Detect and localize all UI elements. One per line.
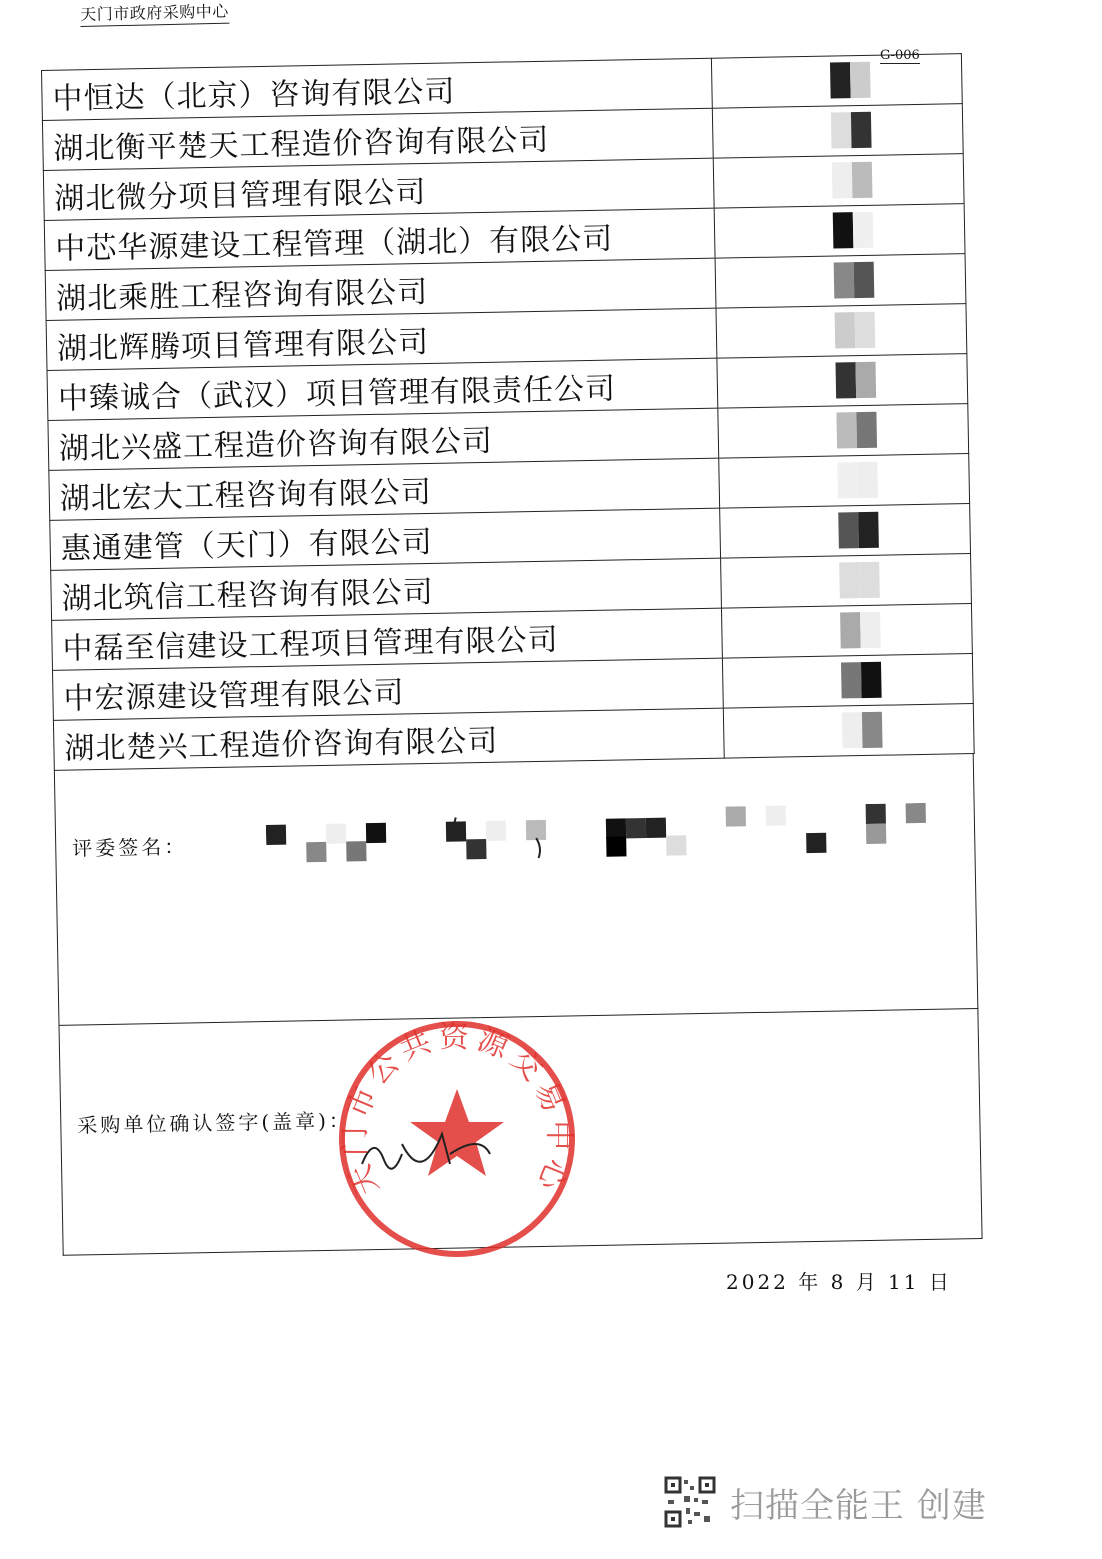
redaction-block — [851, 112, 872, 148]
redaction-block — [830, 62, 851, 98]
firm-name: 湖北楚兴工程造价咨询有限公司 — [53, 708, 724, 770]
redacted-mark-cell — [714, 204, 965, 259]
purchaser-confirm-label: 采购单位确认签字(盖章)： — [77, 1108, 353, 1138]
redacted-mark-cell — [713, 154, 964, 209]
redaction-block — [853, 212, 874, 248]
redacted-mark-cell — [719, 454, 970, 509]
redaction-block — [858, 512, 879, 548]
redacted-mark-cell — [723, 704, 974, 759]
redaction-block — [854, 262, 875, 298]
firm-name: 中恒达（北京）咨询有限公司 — [42, 58, 713, 120]
redaction-block — [835, 362, 856, 398]
watermark-text: 扫描全能王 创建 — [730, 1485, 987, 1526]
redaction-block — [862, 712, 883, 748]
redaction-block — [852, 162, 873, 198]
redaction-block — [856, 412, 877, 448]
redaction-block — [832, 162, 853, 198]
redaction-block — [835, 312, 856, 348]
redaction-block — [834, 262, 855, 298]
redaction-block — [859, 562, 880, 598]
firm-name: 湖北乘胜工程咨询有限公司 — [45, 258, 716, 320]
redacted-mark-cell — [717, 354, 968, 409]
firm-name: 湖北衡平楚天工程造价咨询有限公司 — [42, 108, 713, 170]
redaction-block — [850, 62, 871, 98]
firm-name: 中磊至信建设工程项目管理有限公司 — [52, 608, 723, 670]
redaction-block — [860, 612, 881, 648]
redacted-mark-cell — [711, 54, 962, 109]
redacted-signatures — [266, 802, 967, 879]
judges-signature-area — [54, 754, 979, 1026]
redacted-mark-cell — [715, 254, 966, 309]
seal-text: 天门市公共资源交易中心 — [337, 1019, 577, 1201]
qr-code-icon — [664, 1476, 716, 1528]
firm-name: 湖北筑信工程咨询有限公司 — [51, 558, 722, 620]
firm-name: 中宏源建设管理有限公司 — [53, 658, 724, 720]
redacted-mark-cell — [721, 604, 972, 659]
redaction-block — [831, 112, 852, 148]
firm-name: 惠通建管（天门）有限公司 — [50, 508, 721, 570]
firm-name: 湖北兴盛工程造价咨询有限公司 — [48, 408, 719, 470]
redaction-block — [838, 512, 859, 548]
firm-name: 湖北宏大工程咨询有限公司 — [49, 458, 720, 520]
redaction-block — [855, 362, 876, 398]
redaction-block — [841, 662, 862, 698]
firm-name: 湖北辉腾项目管理有限公司 — [46, 308, 717, 370]
redaction-block — [857, 462, 878, 498]
redacted-mark-cell — [712, 104, 963, 159]
redaction-block — [839, 562, 860, 598]
official-seal — [332, 1014, 582, 1268]
redaction-block — [855, 312, 876, 348]
document-date: 2022 年 8 月 11 日 — [726, 1270, 952, 1294]
redaction-block — [842, 712, 863, 748]
scanner-watermark — [664, 1476, 987, 1528]
redaction-block — [861, 662, 882, 698]
redacted-mark-cell — [720, 504, 971, 559]
redacted-mark-cell — [716, 304, 967, 359]
firm-table — [41, 53, 975, 771]
firm-name: 中臻诚合（武汉）项目管理有限责任公司 — [47, 358, 718, 420]
redacted-mark-cell — [722, 654, 973, 709]
redaction-block — [840, 612, 861, 648]
redacted-mark-cell — [721, 554, 972, 609]
firm-name: 湖北微分项目管理有限公司 — [43, 158, 714, 220]
seal-icon — [332, 1014, 582, 1264]
redaction-block — [833, 212, 854, 248]
judges-signature-label: 评委签名： — [72, 834, 188, 861]
redaction-block — [837, 462, 858, 498]
header-org-name: 天门市政府采购中心 — [80, 0, 229, 27]
redacted-mark-cell — [718, 404, 969, 459]
form-code: G-006 — [880, 48, 920, 63]
firm-name: 中芯华源建设工程管理（湖北）有限公司 — [44, 208, 715, 270]
redaction-block — [836, 412, 857, 448]
